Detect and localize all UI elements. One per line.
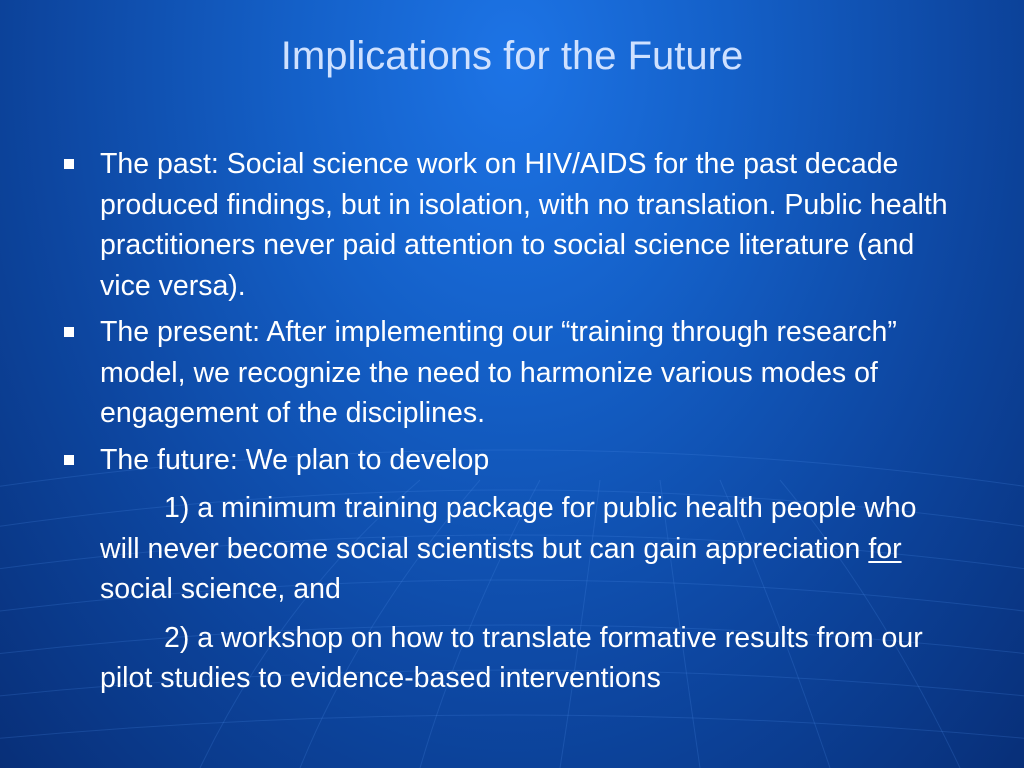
sub-item-training-package	[60, 488, 960, 610]
sub-item-workshop	[60, 618, 960, 699]
sub-item-text-end: social science, and	[100, 573, 341, 605]
square-bullet-icon	[64, 455, 74, 465]
bullet-present	[60, 312, 960, 434]
sub-item-text: 2) a workshop on how to translate formative results from our pilot studies to evidence-based interventions	[100, 621, 923, 694]
square-bullet-icon	[64, 327, 74, 337]
bullet-text: The future: We plan to develop	[100, 443, 490, 476]
bullet-text: The past: Social science work on HIV/AIDS for the past decade produced findings, but in isolation, with no translation. Public health practitioners never paid attention to social science literature (and vice versa).	[100, 148, 948, 302]
slide-title: Implications for the Future	[280, 34, 744, 78]
bullet-future	[60, 440, 960, 481]
slide-body	[60, 144, 960, 705]
square-bullet-icon	[64, 159, 74, 169]
sub-item-text: 1) a minimum training package for public health people who will never become social scientists but can gain appreciation	[100, 492, 917, 565]
underlined-word: for	[868, 532, 902, 565]
bullet-text: The present: After implementing our “training through research” model, we recognize the need to harmonize various modes of engagement of the disciplines.	[100, 316, 897, 429]
bullet-past	[60, 144, 960, 306]
